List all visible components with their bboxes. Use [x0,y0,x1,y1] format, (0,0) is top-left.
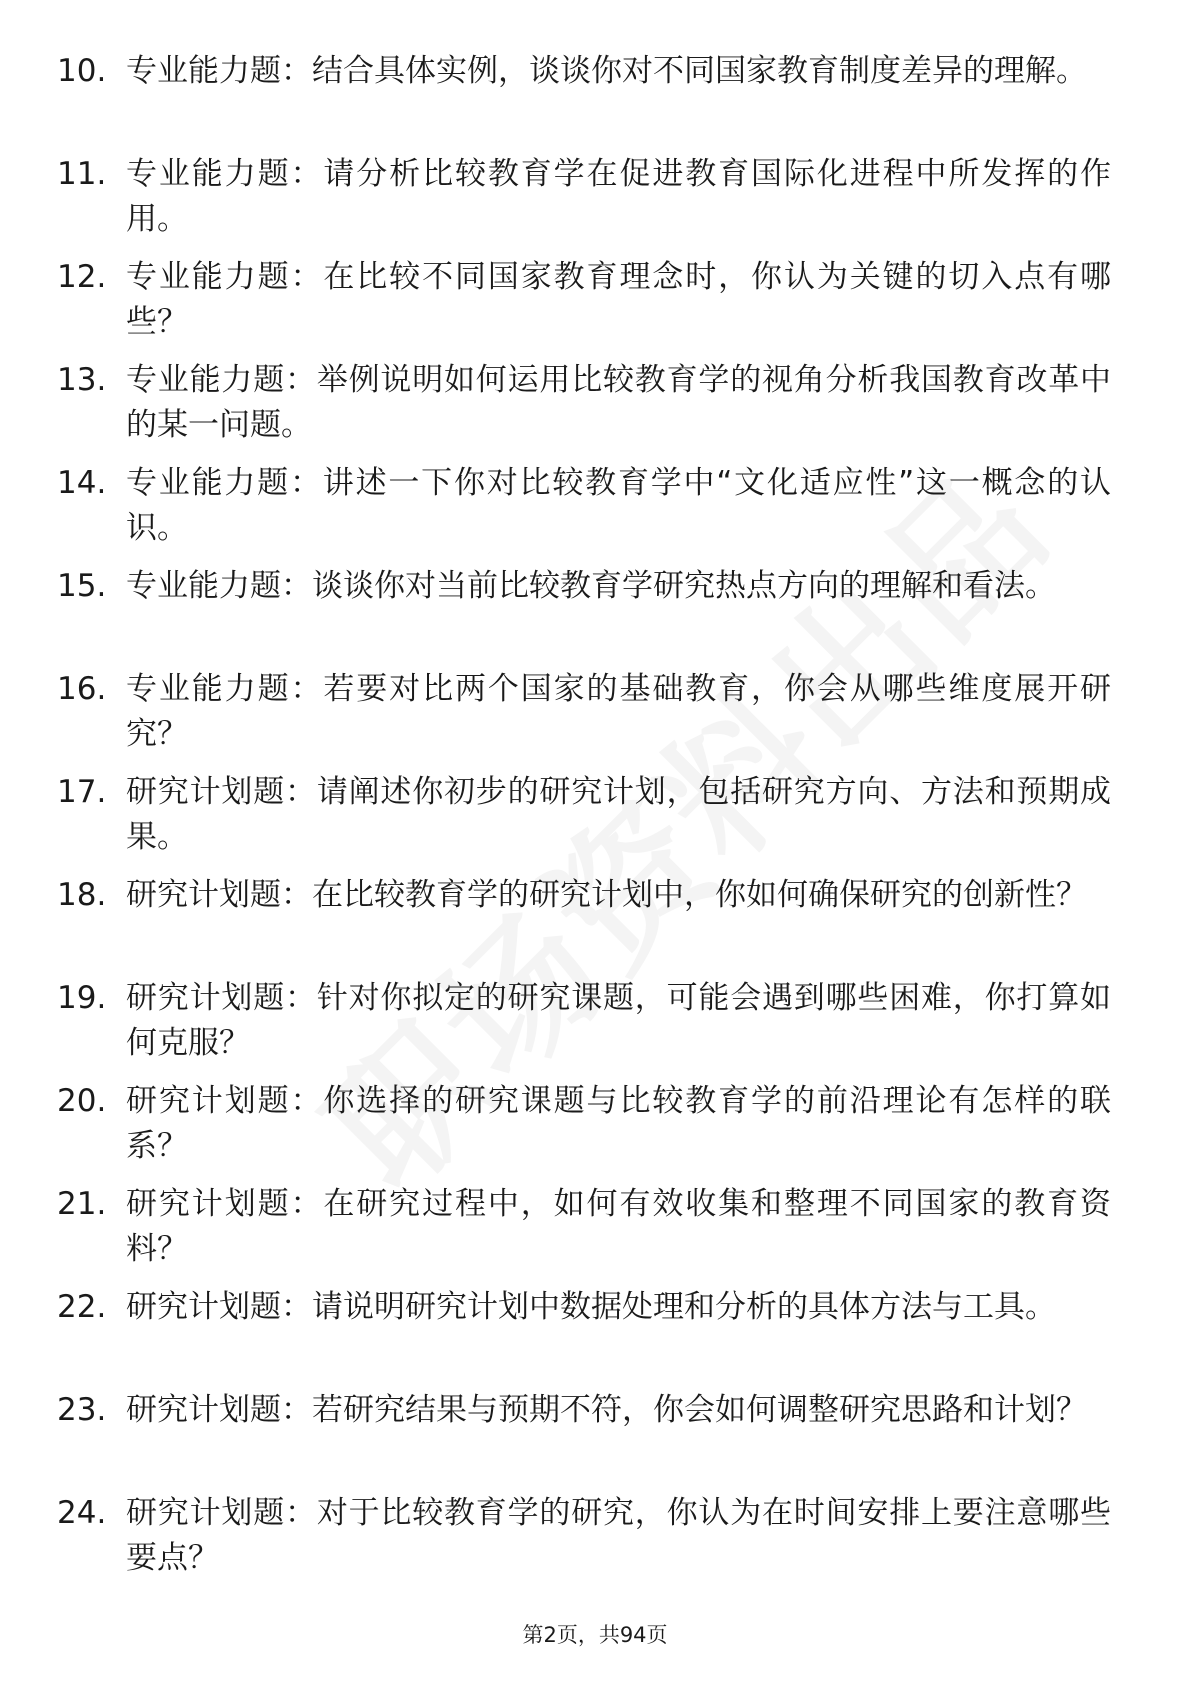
question-category: 研究计划题： [126,1289,312,1325]
question-number: 16. [57,671,107,707]
question-text: 请分析比较教育学在促进教育国际化进程中所发挥的作用。 [126,156,1112,237]
question-text: 在比较教育学的研究计划中，你如何确保研究的创新性？ [312,877,1087,913]
question-text: 若要对比两个国家的基础教育，你会从哪些维度展开研究？ [126,671,1112,752]
question-category: 研究计划题： [126,1392,312,1428]
question-item [0,1079,1190,1182]
question-text: 讲述一下你对比较教育学中“文化适应性”这一概念的认识。 [126,465,1111,546]
question-number: 22. [57,1289,107,1325]
question-item [0,564,1190,667]
question-list [0,49,1190,1594]
question-body [126,152,1111,242]
question-item [0,1285,1190,1388]
question-category: 专业能力题： [126,362,317,398]
question-item [0,1182,1190,1285]
question-number: 21. [57,1186,107,1222]
question-number: 19. [57,980,107,1016]
question-body [126,1182,1111,1272]
question-item [0,873,1190,976]
question-number: 11. [57,156,107,192]
question-category: 专业能力题： [126,465,323,501]
question-text: 针对你拟定的研究课题，可能会遇到哪些困难，你打算如何克服？ [126,980,1112,1061]
question-text: 若研究结果与预期不符，你会如何调整研究思路和计划？ [312,1392,1087,1428]
question-item [0,1388,1190,1491]
question-number: 20. [57,1083,107,1119]
question-category: 研究计划题： [126,980,317,1016]
question-body [126,255,1111,345]
question-number: 23. [57,1392,107,1428]
question-text: 举例说明如何运用比较教育学的视角分析我国教育改革中的某一问题。 [126,362,1112,443]
question-body [126,770,1111,860]
question-category: 专业能力题： [126,671,324,707]
question-body [126,564,1111,609]
question-item [0,976,1190,1079]
question-body [126,873,1111,918]
question-text: 请说明研究计划中数据处理和分析的具体方法与工具。 [312,1289,1056,1325]
question-body [126,461,1111,551]
question-number: 10. [57,53,107,89]
question-text: 请阐述你初步的研究计划，包括研究方向、方法和预期成果。 [126,774,1112,855]
question-number: 24. [57,1495,107,1531]
question-item [0,152,1190,255]
question-number: 14. [57,465,107,501]
question-item [0,255,1190,358]
question-category: 专业能力题： [126,53,312,89]
question-text: 在比较不同国家教育理念时，你认为关键的切入点有哪些？ [126,259,1112,340]
question-category: 研究计划题： [126,774,317,810]
question-category: 专业能力题： [126,156,324,192]
question-number: 15. [57,568,107,604]
question-item [0,461,1190,564]
question-category: 专业能力题： [126,568,312,604]
question-item [0,358,1190,461]
question-number: 12. [57,259,107,295]
question-body [126,49,1111,94]
question-item [0,1491,1190,1594]
question-number: 13. [57,362,107,398]
question-body [126,1491,1111,1581]
question-body [126,358,1111,448]
question-item [0,667,1190,770]
question-text: 谈谈你对当前比较教育学研究热点方向的理解和看法。 [312,568,1056,604]
question-category: 研究计划题： [126,1186,324,1222]
question-number: 18. [57,877,107,913]
page-footer: 第2页，共94页 [522,1623,668,1647]
question-text: 结合具体实例，谈谈你对不同国家教育制度差异的理解。 [312,53,1087,89]
question-text: 在研究过程中，如何有效收集和整理不同国家的教育资料？ [126,1186,1112,1267]
question-body [126,1388,1111,1433]
question-text: 你选择的研究课题与比较教育学的前沿理论有怎样的联系？ [126,1083,1112,1164]
question-body [126,1285,1111,1330]
question-body [126,667,1111,757]
question-body [126,1079,1111,1169]
question-category: 研究计划题： [126,1083,324,1119]
question-body [126,976,1111,1066]
question-text: 对于比较教育学的研究，你认为在时间安排上要注意哪些要点？ [126,1495,1112,1576]
question-category: 专业能力题： [126,259,324,295]
question-category: 研究计划题： [126,877,312,913]
question-category: 研究计划题： [126,1495,317,1531]
question-number: 17. [57,774,107,810]
question-item [0,49,1190,152]
question-item [0,770,1190,873]
